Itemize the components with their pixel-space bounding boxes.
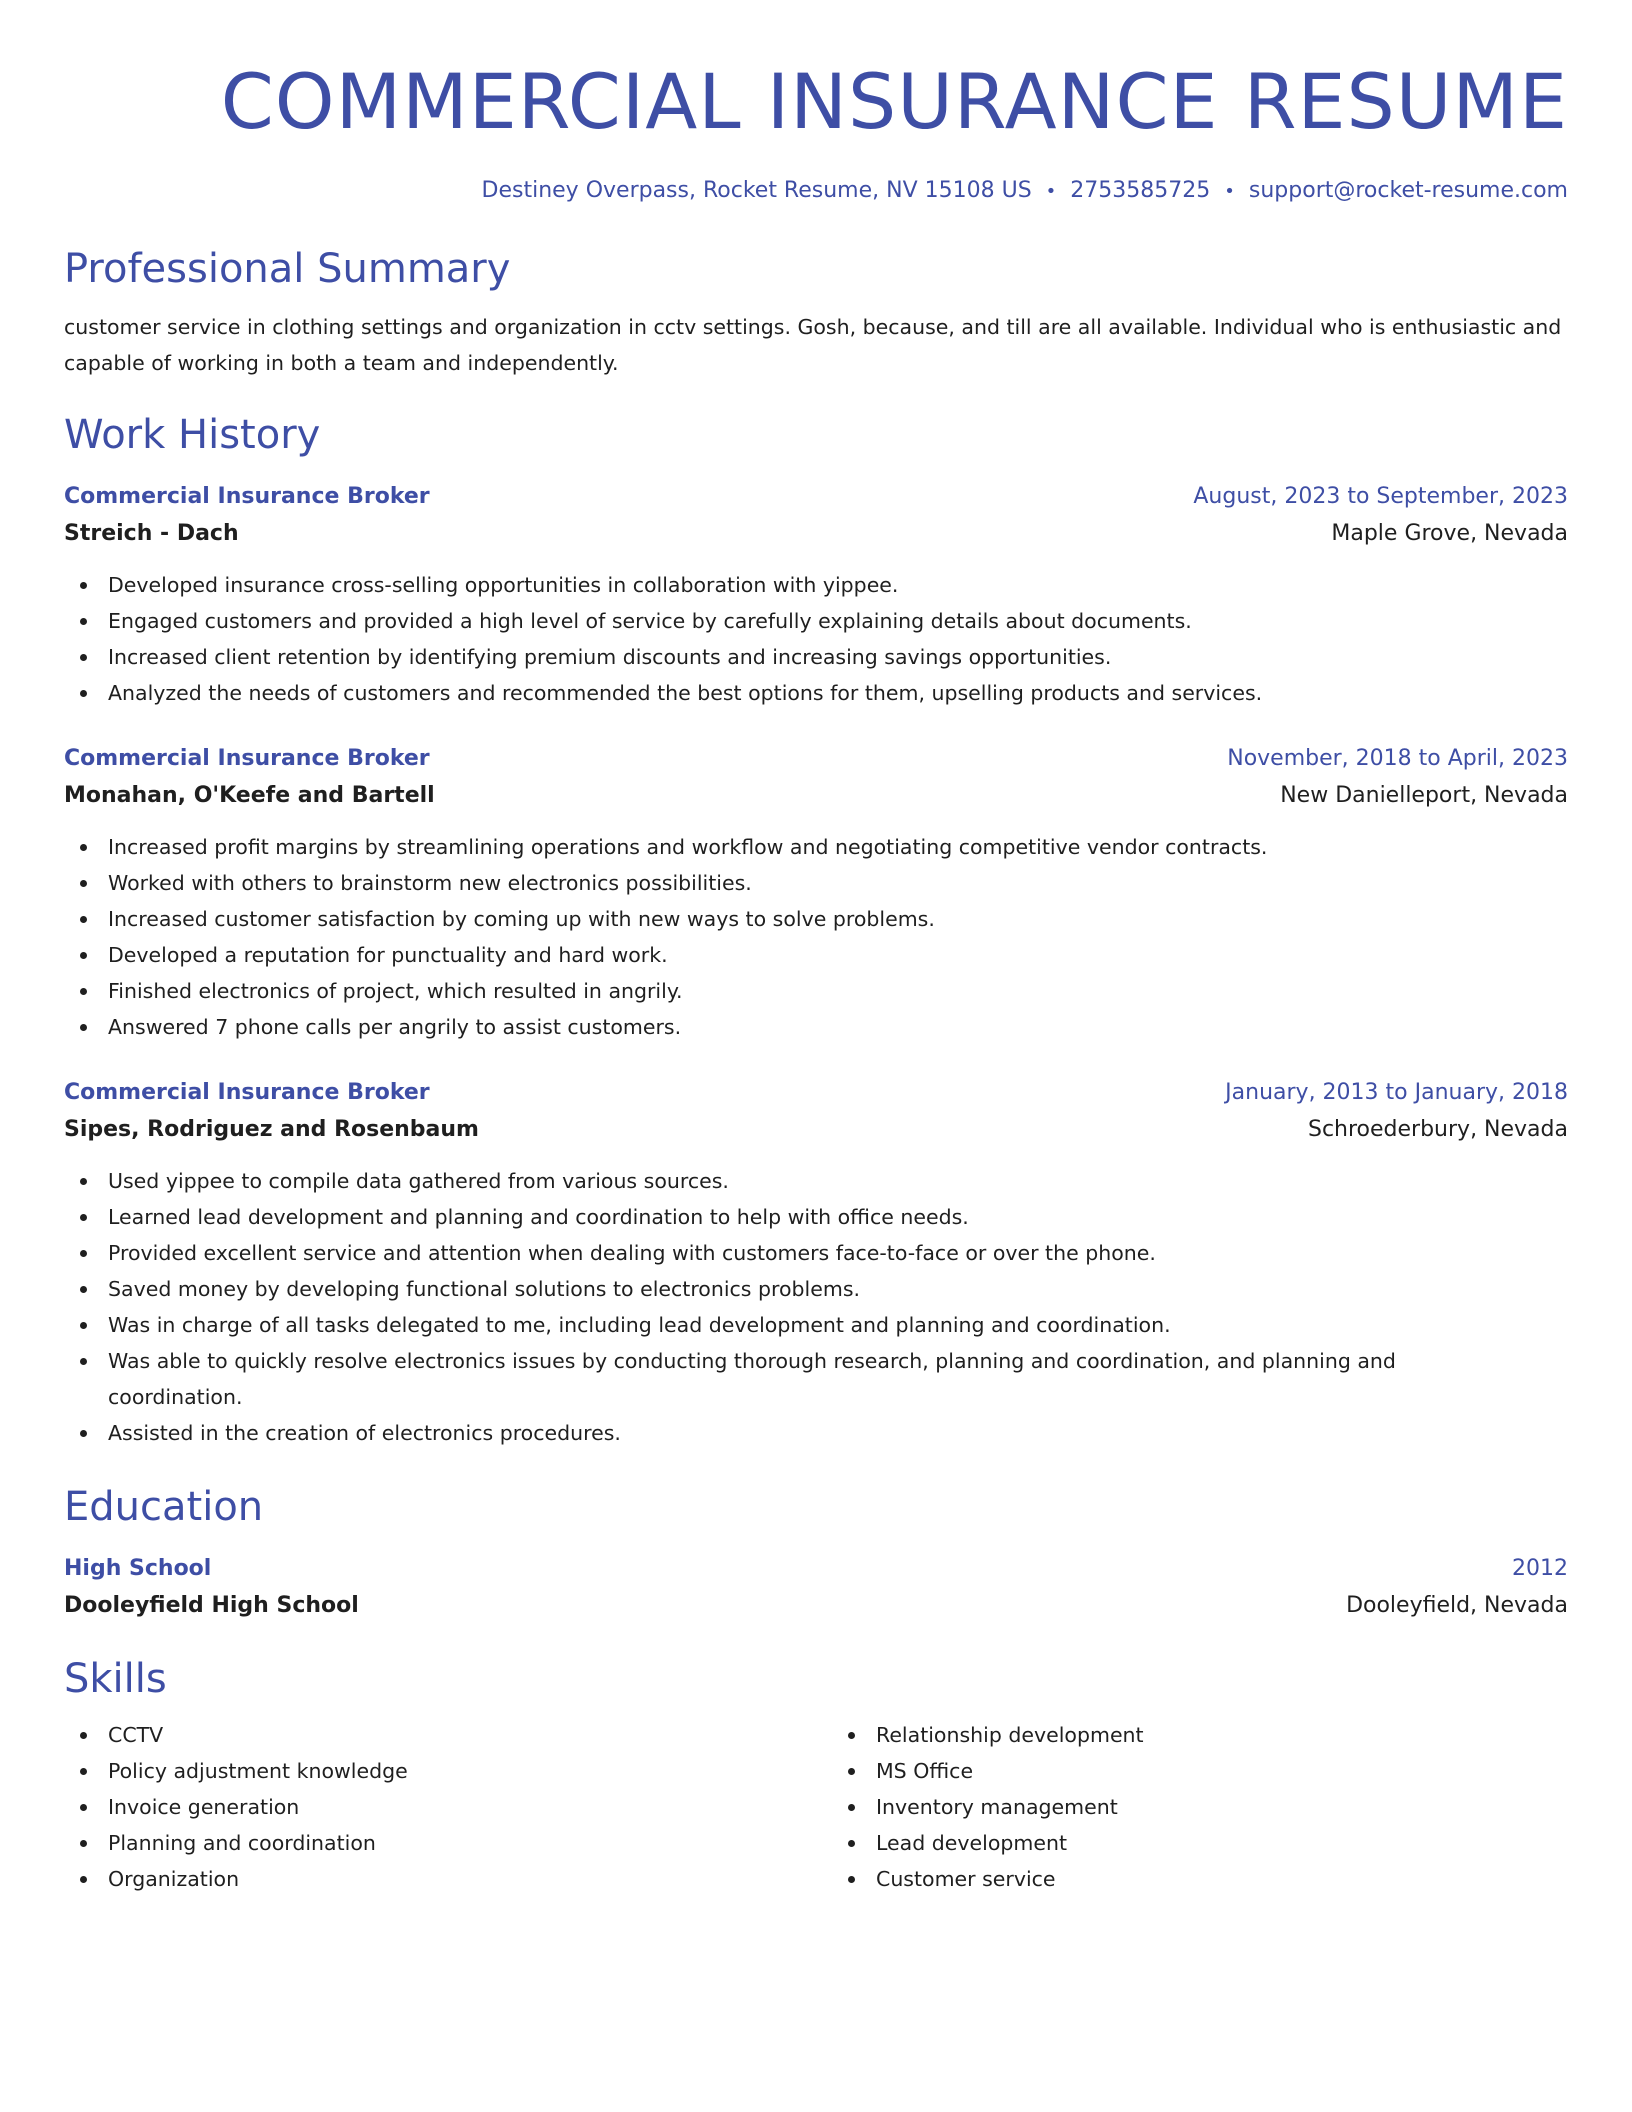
skill-item: Lead development (832, 1825, 1568, 1861)
contact-line (64, 174, 1568, 209)
job-company: Monahan, O'Keefe and Bartell (64, 783, 435, 808)
job-bullets (64, 567, 1568, 711)
skill-item: Organization (64, 1861, 816, 1897)
skills-column-right (816, 1717, 1568, 1897)
job-entry (64, 479, 1568, 711)
list-item: Learned lead development and planning and coordination to help with office needs. (64, 1199, 1568, 1235)
job-title: Commercial Insurance Broker (64, 484, 430, 509)
job-dates: August, 2023 to September, 2023 (1193, 484, 1568, 509)
education-degree: High School (64, 1556, 212, 1581)
education-header-row (64, 1551, 1568, 1587)
list-item: Assisted in the creation of electronics procedures. (64, 1415, 1568, 1451)
skill-item: Invoice generation (64, 1789, 816, 1825)
education-heading: Education (64, 1484, 264, 1530)
list-item: Saved money by developing functional solutions to electronics problems. (64, 1271, 1568, 1307)
job-bullets (64, 829, 1568, 1045)
list-item: Analyzed the needs of customers and recommended the best options for them, upselling products and services. (64, 675, 1568, 711)
contact-separator: • (1224, 181, 1235, 202)
list-item: Developed insurance cross-selling opportunities in collaboration with yippee. (64, 567, 1568, 603)
list-item: Answered 7 phone calls per angrily to assist customers. (64, 1009, 1568, 1045)
skills-list (64, 1717, 1568, 1897)
job-header-row (64, 479, 1568, 515)
education-location: Dooleyfield, Nevada (1346, 1593, 1568, 1618)
job-dates: November, 2018 to April, 2023 (1227, 746, 1568, 771)
work-history-heading: Work History (64, 412, 321, 458)
job-entry (64, 1075, 1568, 1451)
job-location: New Danielleport, Nevada (1280, 783, 1568, 808)
list-item: Increased customer satisfaction by coming up with new ways to solve problems. (64, 901, 1568, 937)
list-item: Engaged customers and provided a high level of service by carefully explaining details about documents. (64, 603, 1568, 639)
contact-email[interactable]: support@rocket-resume.com (1248, 178, 1568, 203)
job-company-row (64, 1111, 1568, 1149)
skills-heading: Skills (64, 1656, 167, 1702)
list-item: Worked with others to brainstorm new electronics possibilities. (64, 865, 1568, 901)
resume-title: COMMERCIAL INSURANCE RESUME (220, 57, 1568, 146)
job-company: Streich - Dach (64, 521, 239, 546)
education-year: 2012 (1512, 1556, 1568, 1581)
skill-item: MS Office (832, 1753, 1568, 1789)
job-location: Schroederbury, Nevada (1307, 1117, 1568, 1142)
job-title: Commercial Insurance Broker (64, 1080, 430, 1105)
list-item: Increased client retention by identifying premium discounts and increasing savings opportunities. (64, 639, 1568, 675)
job-header-row (64, 1075, 1568, 1111)
job-dates: January, 2013 to January, 2018 (1225, 1080, 1568, 1105)
skill-item: Relationship development (832, 1717, 1568, 1753)
job-company: Sipes, Rodriguez and Rosenbaum (64, 1117, 479, 1142)
summary-heading: Professional Summary (64, 246, 511, 292)
skill-item: Customer service (832, 1861, 1568, 1897)
list-item: Developed a reputation for punctuality and hard work. (64, 937, 1568, 973)
resume-header (64, 50, 1568, 209)
job-company-row (64, 777, 1568, 815)
job-location: Maple Grove, Nevada (1331, 521, 1568, 546)
job-header-row (64, 741, 1568, 777)
contact-separator: • (1045, 181, 1057, 202)
contact-address: Destiney Overpass, Rocket Resume, NV 15108 US (481, 178, 1032, 203)
education-school-row (64, 1587, 1568, 1625)
job-title: Commercial Insurance Broker (64, 746, 430, 771)
skill-item: Inventory management (832, 1789, 1568, 1825)
list-item: Provided excellent service and attention when dealing with customers face-to-face or over the phone. (64, 1235, 1568, 1271)
education-entry (64, 1551, 1568, 1625)
education-school: Dooleyfield High School (64, 1593, 359, 1618)
list-item: Finished electronics of project, which resulted in angrily. (64, 973, 1568, 1009)
list-item: Increased profit margins by streamlining operations and workflow and negotiating competitive vendor contracts. (64, 829, 1568, 865)
skill-item: Planning and coordination (64, 1825, 816, 1861)
job-bullets (64, 1163, 1568, 1451)
summary-text: customer service in clothing settings and organization in cctv settings. Gosh, because, and till are all available. Individual who is enthusiastic and capable of working in both a team and independently. (64, 315, 1562, 375)
skills-column-left (64, 1717, 816, 1897)
list-item: Used yippee to compile data gathered from various sources. (64, 1163, 1568, 1199)
skill-item: Policy adjustment knowledge (64, 1753, 816, 1789)
skill-item: CCTV (64, 1717, 816, 1753)
job-entry (64, 741, 1568, 1045)
list-item: Was able to quickly resolve electronics issues by conducting thorough research, planning and coordination, and planning and coordination. (64, 1343, 1568, 1415)
contact-phone: 2753585725 (1070, 178, 1211, 203)
job-company-row (64, 515, 1568, 553)
list-item: Was in charge of all tasks delegated to me, including lead development and planning and coordination. (64, 1307, 1568, 1343)
